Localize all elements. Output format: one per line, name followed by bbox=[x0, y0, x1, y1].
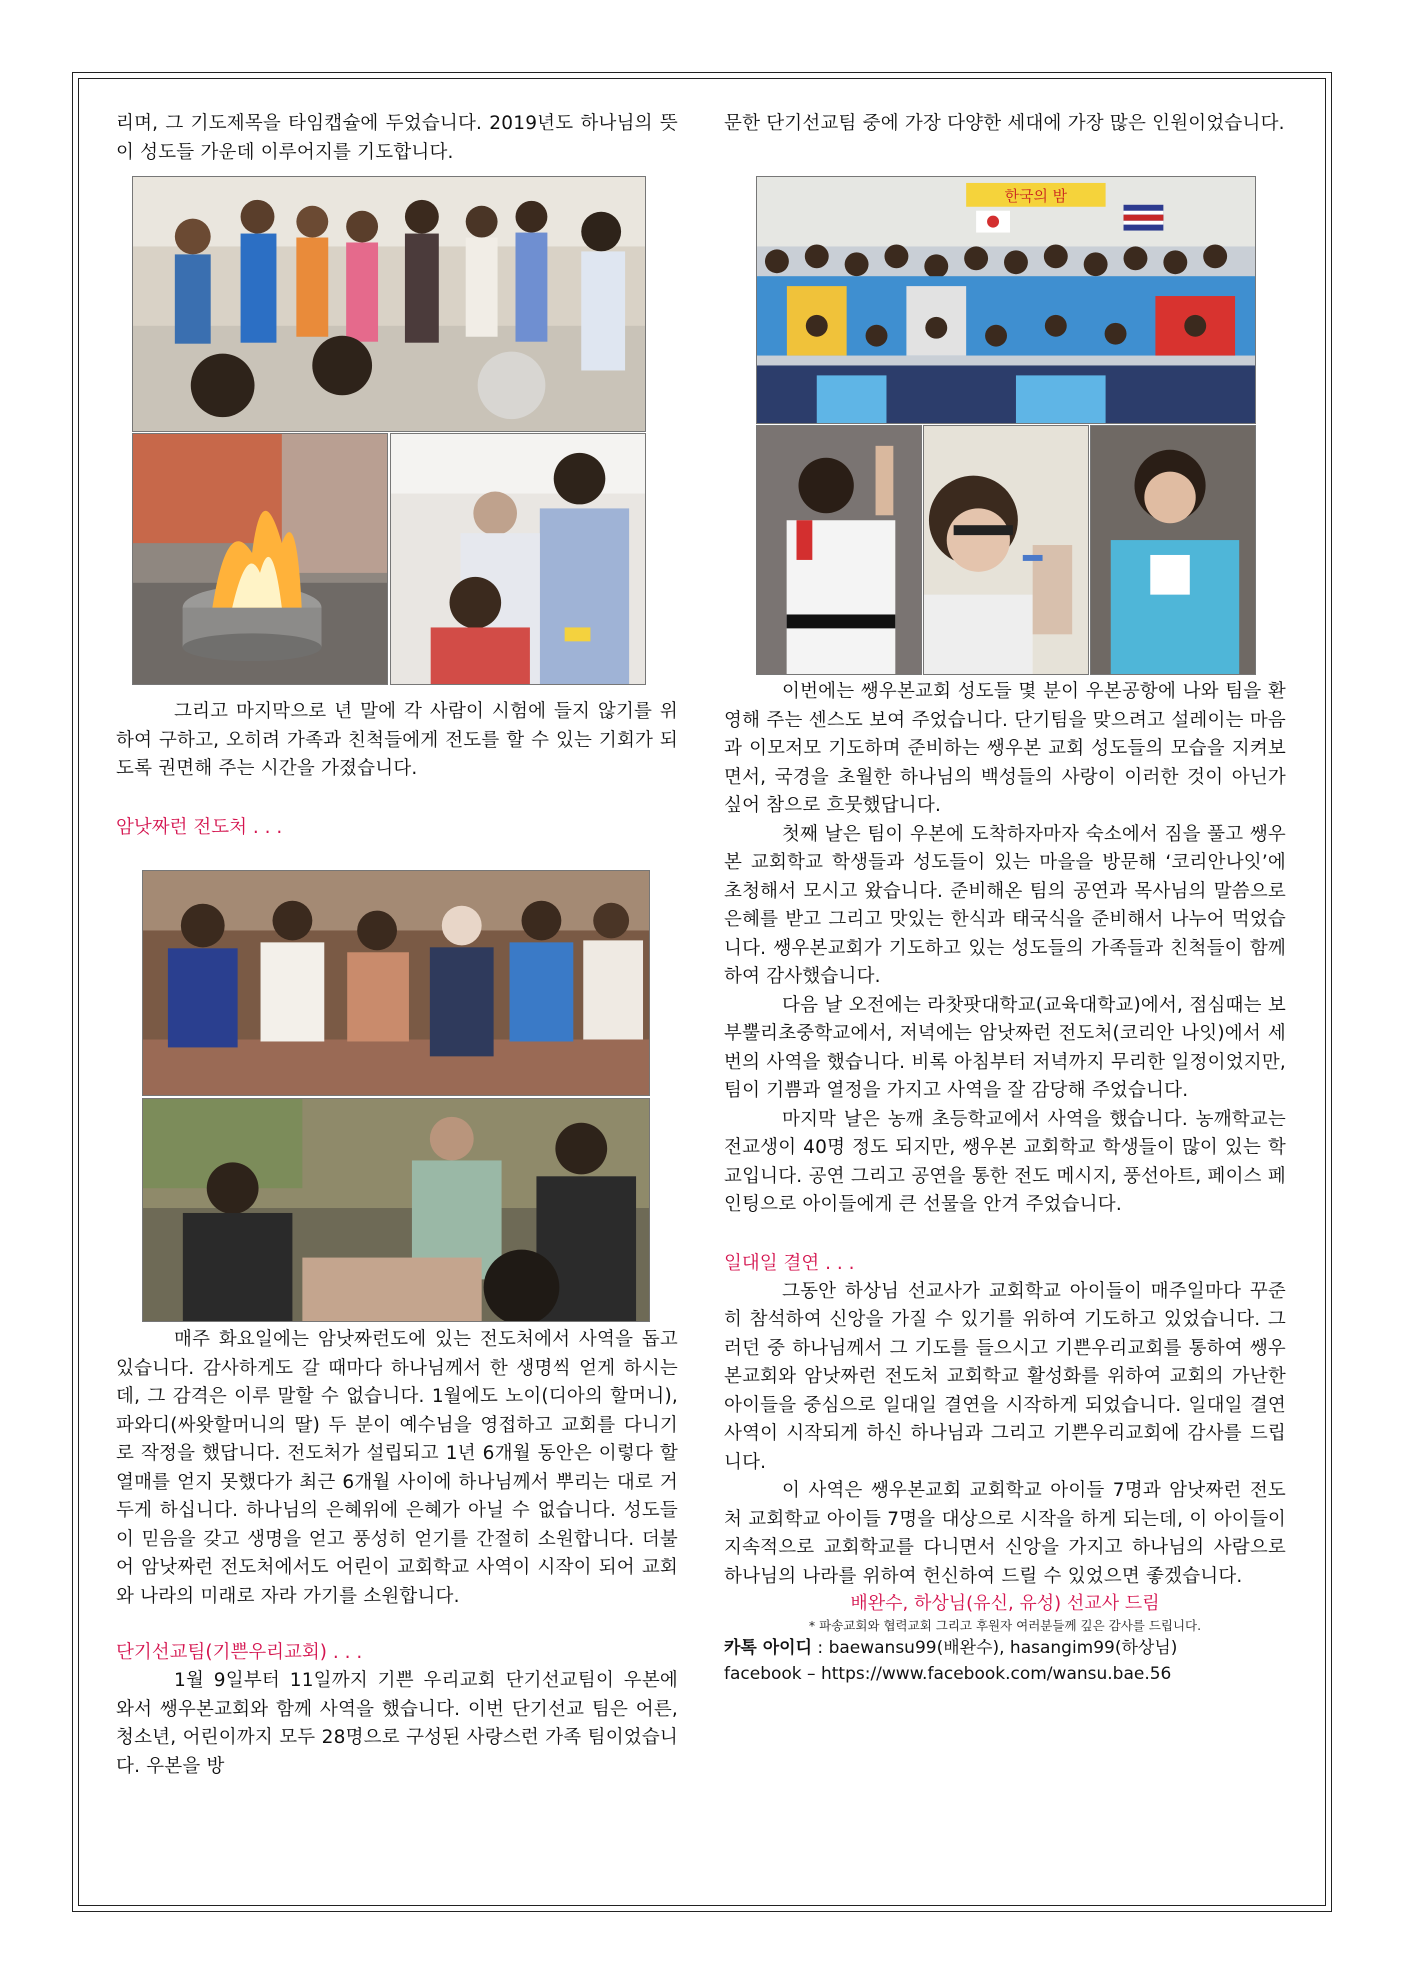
photo-burning-pot bbox=[132, 433, 388, 685]
photo-taekwondo bbox=[756, 425, 922, 675]
banner-text: 한국의 밤 bbox=[1004, 186, 1068, 205]
kakao-label: 카톡 아이디 bbox=[724, 1638, 813, 1658]
left-paragraph-4: 1월 9일부터 11일까지 기쁜 우리교회 단기선교팀이 우본에 와서 쌩우본교회와 함께 사역을 했습니다. 이번 단기선교 팀은 어른, 청소년, 어린이까지 모두 28명으로 구성된 사랑스런 가족 팀이었습니다. 우본을 방 bbox=[116, 1670, 678, 1777]
right-paragraph-2: 이번에는 쌩우본교회 성도들 몇 분이 우본공항에 나와 팀을 환영해 주는 센스도 보여 주었습니다. 단기팀을 맞으려고 설레이는 마음과 이모저모 기도하며 준비하는 쌩우본 교회 성도들의 모습을 지켜보면서, 국경을 초월한 하나님의 백성들의 사랑이 이러한 것이 아닌가 싶어 참으로 흐뭇했답니다. bbox=[724, 681, 1286, 816]
left-column-block-3 bbox=[116, 1326, 678, 1781]
section-heading-short-term-team: 단기선교팀(기쁜우리교회) . . . bbox=[116, 1642, 363, 1663]
right-paragraph-6: 그동안 하상님 선교사가 교회학교 아이들이 매주일마다 꾸준히 참석하여 신앙을 가질 수 있기를 위하여 기도하고 있었습니다. 그러던 중 하나님께서 그 기도를 들으시고 기쁜우리교회를 통하여 쌩우본교회와 암낫짜런 전도처 교회학교 활성화를 위하여 교회의 가난한 아이들을 중심으로 일대일 결연을 시작하게 되었습니다. 일대일 결연 사역이 시작되게 하신 하나님과 그리고 기쁜우리교회에 감사를 드립니다. bbox=[724, 1280, 1286, 1473]
kakao-id: : baewansu99(배완수), hasangim99(하상님) bbox=[812, 1638, 1178, 1658]
photo-laying-hands bbox=[390, 433, 646, 685]
left-paragraph-1: 리며, 그 기도제목을 타임캡슐에 두었습니다. 2019년도 하나님의 뜻이 성도들 가운데 이루어지를 기도합니다. bbox=[116, 113, 678, 163]
kakao-contact bbox=[724, 1635, 1286, 1661]
section-heading-amnat: 암낫짜런 전도처 . . . bbox=[116, 816, 283, 838]
left-column bbox=[116, 110, 678, 167]
photo-face-painting bbox=[923, 425, 1089, 675]
facebook-label: facebook bbox=[724, 1664, 802, 1684]
left-column-block-2 bbox=[116, 698, 678, 842]
right-paragraph-1: 문한 단기선교팀 중에 가장 다양한 세대에 가장 많은 인원이었습니다. bbox=[724, 113, 1285, 134]
right-column bbox=[724, 110, 1286, 139]
facebook-url[interactable]: – https://www.facebook.com/wansu.bae.56 bbox=[801, 1664, 1172, 1684]
signature: 배완수, 하상님(유신, 유성) 선교사 드림 bbox=[850, 1593, 1160, 1614]
right-paragraph-4: 다음 날 오전에는 라찻팟대학교(교육대학교)에서, 점심때는 보부뿔리초중학교에서, 저녁에는 암낫짜런 전도처(코리안 나잇)에서 세 번의 사역을 했습니다. 비록 아침부터 저녁까지 무리한 일정이었지만, 팀이 기쁨과 열정을 가지고 사역을 잘 감당해 주었습니다. bbox=[724, 994, 1286, 1101]
photo-korean-night-group bbox=[756, 176, 1256, 424]
right-paragraph-7: 이 사역은 쌩우본교회 교회학교 아이들 7명과 암낫짜런 전도처 교회학교 아이들 7명을 대상으로 시작을 하게 되는데, 이 아이들이 지속적으로 교회학교를 다니면서 신앙을 가지고 하나님의 사람으로 하나님의 나라를 위하여 헌신하여 드릴 수 있었으면 좋겠습니다. bbox=[724, 1480, 1286, 1587]
section-heading-one-to-one: 일대일 결연 . . . bbox=[724, 1252, 855, 1274]
right-column-block-2 bbox=[724, 678, 1286, 1687]
thanks-note: * 파송교회와 협력교회 그리고 후원자 여러분들께 깊은 감사를 드립니다. bbox=[808, 1618, 1202, 1633]
left-paragraph-2: 그리고 마지막으로 년 말에 각 사람이 시험에 들지 않기를 위하여 구하고, 오히려 가족과 친척들에게 전도를 할 수 있는 기회가 되도록 권면해 주는 시간을 가졌습니다. bbox=[116, 701, 678, 779]
facebook-contact bbox=[724, 1661, 1286, 1687]
photo-girl-blue-shirt bbox=[1090, 425, 1256, 675]
left-paragraph-3: 매주 화요일에는 암낫짜런도에 있는 전도처에서 사역을 돕고 있습니다. 감사하게도 갈 때마다 하나님께서 한 생명씩 얻게 하시는데, 그 감격은 이루 말할 수 없습니다. 1월에도 노이(디아의 할머니), 파와디(싸왓할머니의 딸) 두 분이 예수님을 영접하고 교회를 다니기로 작정을 했답니다. 전도처가 설립되고 1년 6개월 동안은 이렇다 할 열매를 얻지 못했다가 최근 6개월 사이에 하나님께서 뿌리는 대로 거두게 하십니다. 하나님의 은혜위에 은혜가 아닐 수 없습니다. 성도들이 믿음을 갖고 생명을 얻고 풍성히 얻기를 간절히 소원합니다. 더불어 암낫짜런 전도처에서도 어린이 교회학교 사역이 시작이 되어 교회와 나라의 미래로 자라 가기를 소원합니다. bbox=[116, 1329, 678, 1607]
photo-group-seated bbox=[142, 870, 650, 1096]
photo-group-prayer-circle bbox=[132, 176, 646, 432]
right-paragraph-3: 첫째 날은 팀이 우본에 도착하자마자 숙소에서 짐을 풀고 쌩우본 교회학교 학생들과 성도들이 있는 마을을 방문해 ‘코리안나잇’에 초청해서 모시고 왔습니다. 준비해온 팀의 공연과 목사님의 말씀으로 은혜를 받고 그리고 맛있는 한식과 태국식을 준비해서 나누어 먹었습니다. 쌩우본교회가 기도하고 있는 성도들의 가족들과 친척들이 함께하여 감사했습니다. bbox=[724, 823, 1286, 987]
right-paragraph-5: 마지막 날은 농깨 초등학교에서 사역을 했습니다. 농깨학교는 전교생이 40명 정도 되지만, 쌩우본 교회학교 학생들이 많이 있는 학교입니다. 공연 그리고 공연을 통한 전도 메시지, 풍선아트, 페이스 페인팅으로 아이들에게 큰 선물을 안겨 주었습니다. bbox=[724, 1108, 1286, 1215]
photo-praying-group bbox=[142, 1098, 650, 1322]
